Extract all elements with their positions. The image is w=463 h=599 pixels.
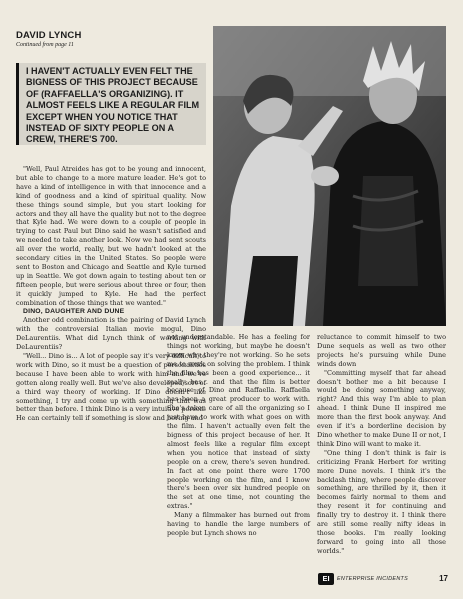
page-footer [318, 573, 448, 587]
paragraph: Many a filmmaker has burned out from having to handle the large numbers of people but Lynch shows no [167, 511, 310, 537]
paragraph: not understandable. He has a feeling for things not working, but maybe he doesn't know why they're not working. So he sets me to work on solving the problem. I think the film has been a good experience... it really has... and that the film is better because of Dino and Raffaella. Raffaella has been a great producer to work with. She's taken care of all the organizing so I just have to work with what goes on with the film. I haven't actually even felt the bigness of this project because of her. It almost feels like a regular film except when you notice that instead of sixty people on a crew, there's seven hundred. In fact at one point there were 1700 people working on the film, and I know there's been over six hundred people on the set at one time, not counting the extras." [167, 333, 310, 511]
text-column-3 [317, 333, 446, 556]
section-subhead: DINO, DAUGHTER AND DUNE [23, 307, 125, 315]
paragraph: "One thing I don't think is fair is criticizing Frank Herbert for writing more Dune novels. I think it's the backlash thing, where people discover something, are thrilled by it, then it becomes fairly normal to them and they resent it for continuing and finally try to destroy it. I think there are still some really nifty ideas in those books. I'm really looking forward to going into all those worlds." [317, 448, 446, 555]
article-title: DAVID LYNCH [16, 30, 82, 41]
page-number: 17 [439, 574, 448, 583]
publication-name: ENTERPRISE INCIDENTS [337, 576, 408, 582]
paragraph: "Committing myself that far ahead doesn't bother me a bit because I would be doing something anyway, right? And this way I'm able to plan ahead. I think Dune II inspired me more than the first book anyway. And even if it's a borderline decision by Dino whether to make Dune II or not, I think Dino will want to make it. [317, 368, 446, 448]
pull-quote: I HAVEN'T ACTUALLY EVEN FELT THE BIGNESS OF THIS PROJECT BECAUSE OF (RAFFAELLA'S ORGANIZING). IT ALMOST FEELS LIKE A REGULAR FILM EXCEPT WHEN YOU NOTICE THAT INSTEAD OF SIXTY PEOPLE ON A CREW, THERE'S 700. [16, 63, 206, 145]
publication-logo: EI [318, 573, 334, 585]
article-header [16, 30, 206, 48]
paragraph: Another odd combination is the pairing of David Lynch with the controversial Italian movie mogul, Dino DeLaurentiis. What did Lynch think of working with DeLaurentiis? [16, 316, 206, 352]
continued-note: Continued from page 11 [16, 42, 74, 48]
text-column-2 [167, 333, 310, 538]
article-photo [213, 26, 446, 326]
paragraph: "Well, Paul Atreides has got to be young and innocent, but able to change to a more mature leader. He's got to have a kind of intelligence in with that innocence and a kind of goodness and a kind of spiritual quality. Now these things sound simple, but you start looking for actors and they all have the quality but not to the degree that Kyle had. We were down to a couple of people in trying to cast Paul but Dino said he wasn't satisfied and we needed to take another look. Now we had sent scouts all over the world, really, but we hadn't looked at the secondary cities in the United States. So people were sent to Boston and Chicago and Seattle and Kyle turned up in Seattle. We got down again to testing about ten or fifteen people, but were serious about three or four, then it quickly jumped to Kyle. He had the perfect combination of those things that we wanted." [16, 165, 206, 307]
paragraph: "Well... Dino is... A lot of people say it's very difficult to work with Dino, so it must be a question of personalities because I have been able to work with him and we've gotten along really well. But we've also developed sort of a third way theory of working. If Dino doesn't like something, I try and come up with something that was better than before. I think Dino is a very intuitive person. He can certainly tell if something is slow and boring and [16, 352, 206, 423]
photo-illustration [213, 26, 446, 326]
paragraph: reluctance to commit himself to two Dune sequels as well as two other projects he's pursuing while Dune winds down [317, 333, 446, 368]
